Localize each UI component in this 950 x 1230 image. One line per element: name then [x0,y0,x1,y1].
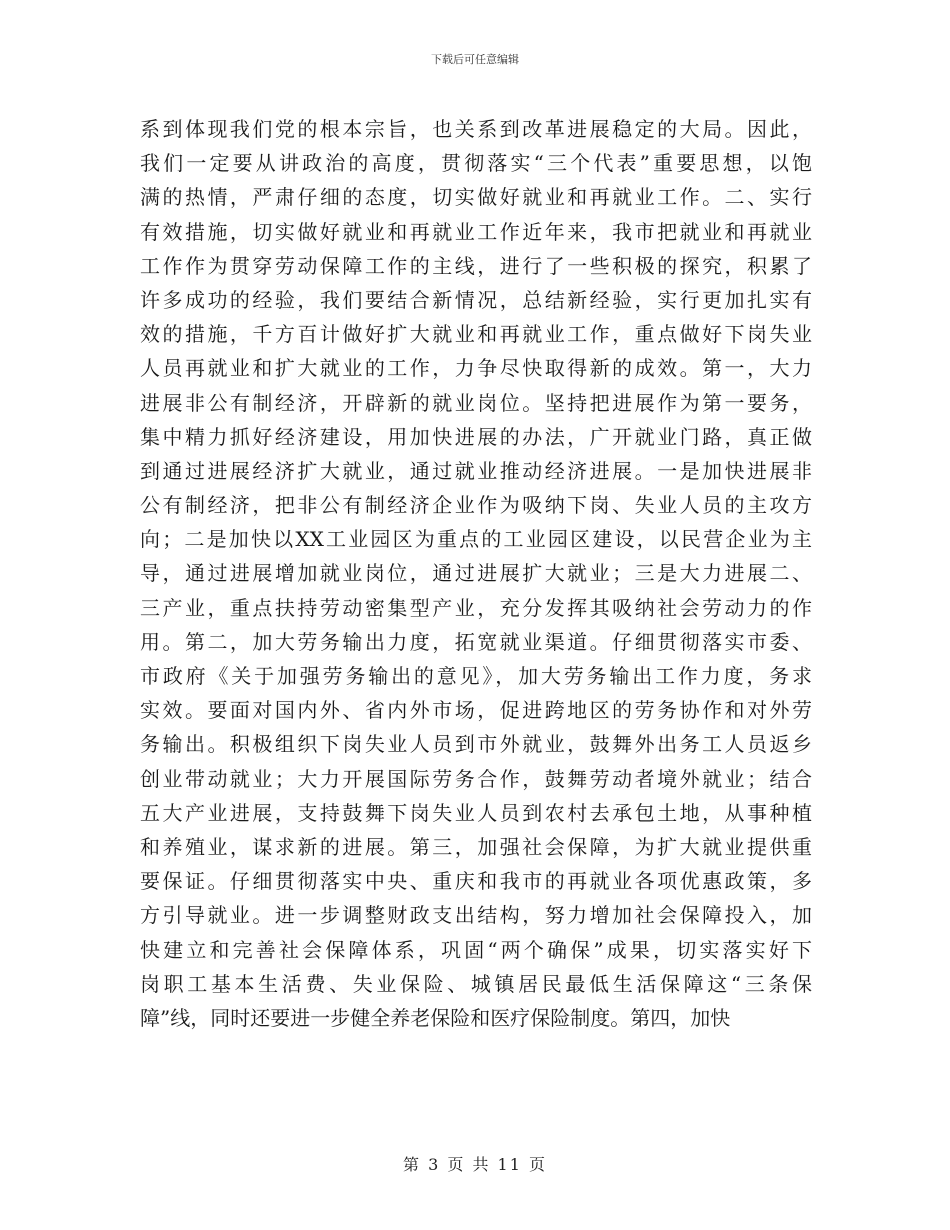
body-line: 公有制经济，把非公有制经济企业作为吸纳下岗、失业人员的主攻方 [140,493,812,518]
page-header: 下载后可任意编辑 [431,53,519,66]
body-line: 导，通过进展增加就业岗位，通过进展扩大就业；三是大力进展二、 [140,561,812,586]
body-line: 向；二是加快以XX工业园区为重点的工业园区建设，以民营企业为主 [140,527,812,552]
body-line: 障”线，同时还要进一步健全养老保险和医疗保险制度。第四，加快 [140,1005,731,1030]
body-line: 集中精力抓好经济建设，用加快进展的办法，广开就业门路，真正做 [140,424,812,449]
page-number-footer: 第 3 页 共 11 页 [403,1155,547,1174]
body-line: 快建立和完善社会保障体系，巩固“两个确保”成果，切实落实好下 [140,937,812,962]
body-line: 务输出。积极组织下岗失业人员到市外就业，鼓舞外出务工人员返乡 [140,732,812,757]
body-line: 要保证。仔细贯彻落实中央、重庆和我市的再就业各项优惠政策，多 [140,869,812,894]
body-line: 实效。要面对国内外、省内外市场，促进跨地区的劳务协作和对外劳 [140,698,812,723]
body-line: 我们一定要从讲政治的高度，贯彻落实“三个代表”重要思想，以饱 [140,151,812,176]
body-line: 有效措施，切实做好就业和再就业工作近年来，我市把就业和再就业 [140,219,812,244]
body-line: 市政府《关于加强劳务输出的意见》，加大劳务输出工作力度，务求 [140,664,812,688]
body-line: 人员再就业和扩大就业的工作，力争尽快取得新的成效。第一，大力 [140,356,812,381]
body-line: 方引导就业。进一步调整财政支出结构，努力增加社会保障投入，加 [140,903,812,928]
body-line: 工作作为贯穿劳动保障工作的主线，进行了一些积极的探究，积累了 [140,253,812,278]
body-line: 用。第二，加大劳务输出力度，拓宽就业渠道。仔细贯彻落实市委、 [140,629,812,654]
body-line: 许多成功的经验，我们要结合新情况，总结新经验，实行更加扎实有 [140,287,812,312]
body-line: 效的措施，千方百计做好扩大就业和再就业工作，重点做好下岗失业 [140,322,812,347]
body-line: 满的热情，严肃仔细的态度，切实做好就业和再就业工作。二、实行 [140,185,812,210]
body-line: 岗职工基本生活费、失业保险、城镇居民最低生活保障这“三条保 [140,971,812,996]
body-line: 和养殖业，谋求新的进展。第三，加强社会保障，为扩大就业提供重 [140,834,812,859]
body-line: 进展非公有制经济，开辟新的就业岗位。坚持把进展作为第一要务， [140,390,812,415]
body-line: 五大产业进展，支持鼓舞下岗失业人员到农村去承包土地，从事种植 [140,800,812,825]
body-line: 系到体现我们党的根本宗旨，也关系到改革进展稳定的大局。因此， [140,117,812,141]
document-body [140,112,812,1035]
body-line: 到通过进展经济扩大就业，通过就业推动经济进展。一是加快进展非 [140,458,812,483]
body-line: 创业带动就业；大力开展国际劳务合作，鼓舞劳动者境外就业；结合 [140,766,812,791]
body-line: 三产业，重点扶持劳动密集型产业，充分发挥其吸纳社会劳动力的作 [140,595,812,620]
